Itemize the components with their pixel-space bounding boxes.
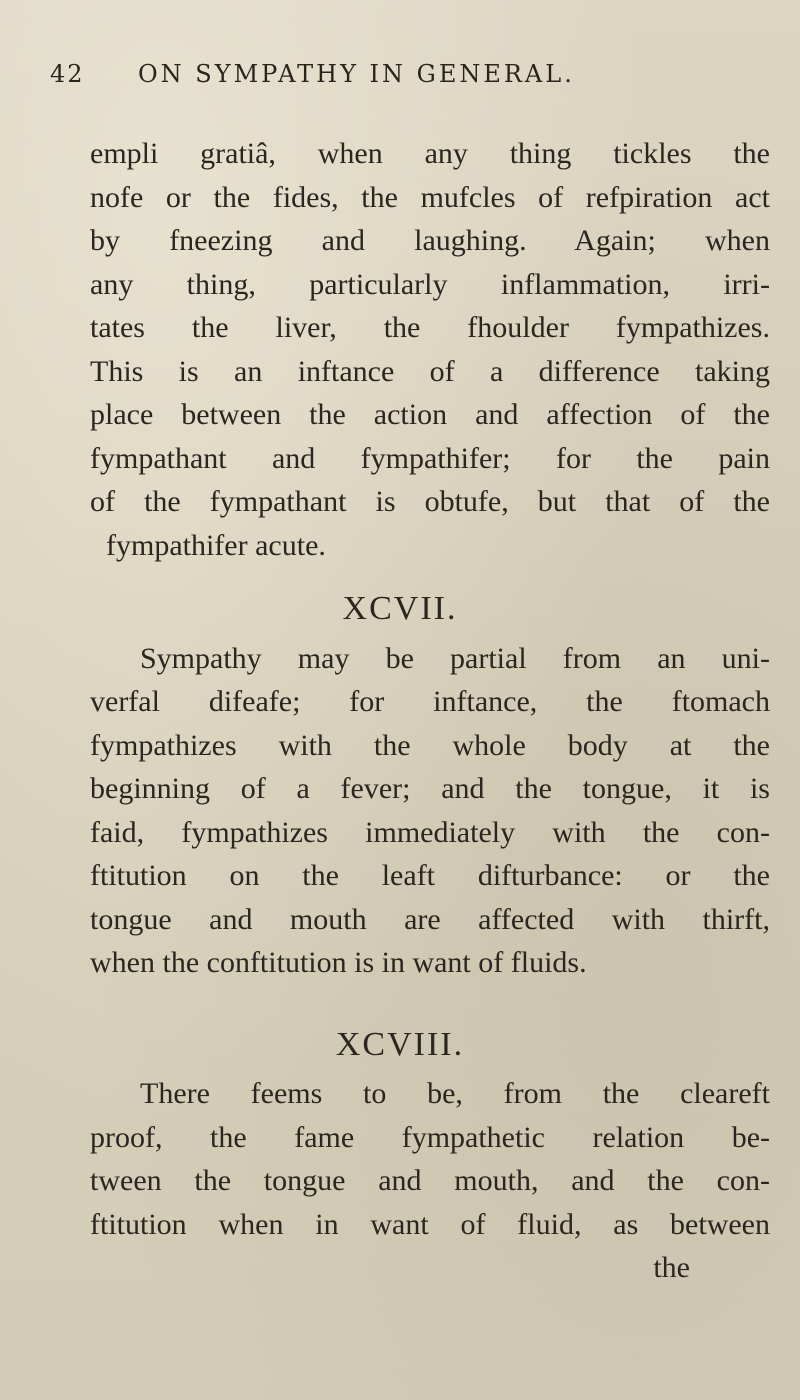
text-line: fympathifer acute. <box>106 528 326 562</box>
text-line: of the fympathant is obtufe, but that of the <box>90 485 770 518</box>
text-line: beginning of a fever; and the tongue, it is <box>90 772 770 805</box>
text-line: verfal difeafe; for inftance, the ftomach <box>90 685 770 718</box>
text-line: tongue and mouth are affected with thirft, <box>90 902 770 936</box>
page-number: 42 <box>50 60 85 88</box>
text-line: empli gratiâ, when any thing tickles the <box>90 137 770 170</box>
text-line: place between the action and affection of the <box>90 398 770 431</box>
text-line: This is an inftance of a difference taking <box>90 354 770 388</box>
text-line: fympathizes with the whole body at the <box>90 728 770 762</box>
text-line: tween the tongue and mouth, and the con- <box>90 1164 770 1197</box>
text-line: when the conftitution is in want of fluids. <box>90 946 587 979</box>
paragraph-xcviii <box>90 1072 770 1290</box>
catchword: the <box>653 1251 690 1284</box>
text-line: nofe or the fides, the mufcles of refpiration act <box>90 180 770 214</box>
spacer <box>90 985 770 1003</box>
text-line: proof, the fame fympathetic relation be- <box>90 1120 770 1154</box>
running-head: ON SYMPATHY IN GENERAL. <box>138 60 575 88</box>
text-line: by fneezing and laughing. Again; when <box>90 224 770 257</box>
text-line: fympathant and fympathifer; for the pain <box>90 441 770 475</box>
section-heading-xcviii: XCVIII. <box>335 1025 465 1063</box>
text-line: There feems to be, from the cleareft <box>140 1077 770 1110</box>
paragraph-1 <box>90 132 770 567</box>
page-header <box>50 60 750 96</box>
text-line: ftitution on the leaft difturbance: or the <box>90 859 770 892</box>
paragraph-xcvii <box>90 637 770 985</box>
text-line: Sympathy may be partial from an uni- <box>140 641 770 675</box>
text-line: tates the liver, the fhoulder fympathizes. <box>90 311 770 344</box>
body-text <box>90 132 770 1290</box>
text-line: faid, fympathizes immediately with the con- <box>90 815 770 849</box>
text-line: any thing, particularly inflammation, irri- <box>90 267 770 301</box>
section-heading-xcvii: XCVII. <box>342 590 458 627</box>
text-line: ftitution when in want of fluid, as between <box>90 1207 770 1241</box>
